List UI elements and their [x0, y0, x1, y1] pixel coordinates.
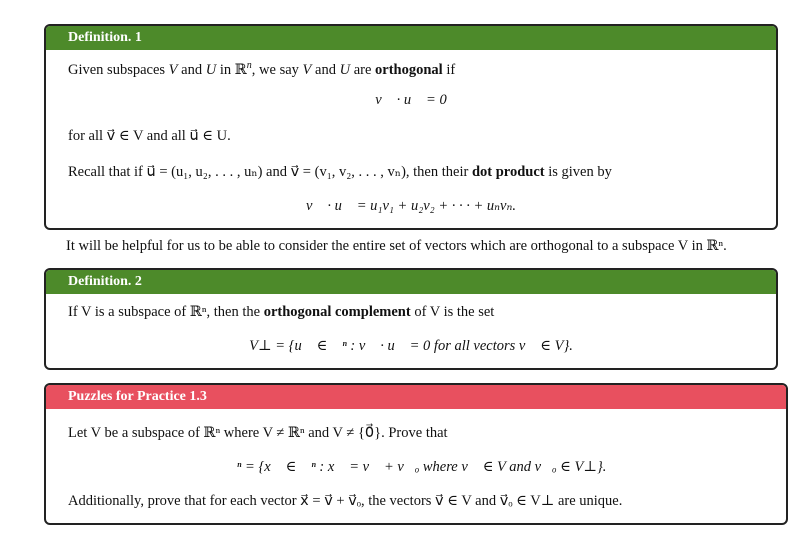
puzzle-title: Puzzles for Practice 1.3	[46, 385, 786, 409]
intro-paragraph: It will be helpful for us to be able to consider the entire set of vectors which are orthogonal to a subspace V in ℝⁿ.	[66, 238, 727, 254]
definition-2-equation: V⊥ = {u⃗ ∈ ℝⁿ : v⃗ · u⃗ = 0 for all vectors v⃗ ∈ V}.	[249, 338, 573, 354]
definition-1-line-3: Recall that if u⃗ = (u₁, u₂, . . . , uₙ) and v⃗ = (v₁, v₂, . . . , vₙ), then their dot product is given by	[68, 164, 612, 180]
dot-product-term: dot product	[471, 164, 545, 180]
puzzle-line-1: Let V be a subspace of ℝⁿ where V ≠ ℝⁿ and V ≠ {0⃗}. Prove that	[68, 425, 448, 441]
puzzle-line-2: Additionally, prove that for each vector x⃗ = v⃗ + v⃗ₒ, the vectors v⃗ ∈ V and v⃗ₒ ∈ V⊥ are unique.	[68, 493, 623, 509]
definition-1-equation-1: v⃗ · u⃗ = 0	[375, 92, 447, 108]
puzzle-box	[44, 383, 788, 525]
definition-2-title: Definition. 2	[46, 270, 776, 294]
definition-1-line-2: for all v⃗ ∈ V and all u⃗ ∈ U.	[68, 128, 231, 144]
definition-1-box	[44, 24, 778, 230]
puzzle-equation: ℝⁿ = {x⃗ ∈ ℝⁿ : x⃗ = v⃗ + v⃗ₒ where v⃗ ∈ V and v⃗ₒ ∈ V⊥}.	[225, 459, 607, 475]
definition-2-line-1: If V is a subspace of ℝⁿ, then the orthogonal complement of V is the set	[68, 304, 495, 320]
definition-1-line-1: Given subspaces V and U in ℝ$^n$, we say V and U are orthogonal if	[68, 60, 456, 78]
definition-1-equation-2: v⃗ · u⃗ = u₁v₁ + u₂v₂ + · · · + uₙvₙ.	[306, 198, 516, 214]
orthogonal-term: orthogonal	[375, 61, 443, 78]
orthogonal-complement-term: orthogonal complement	[263, 304, 411, 320]
definition-1-title: Definition. 1	[46, 26, 776, 50]
definition-2-box	[44, 268, 778, 370]
